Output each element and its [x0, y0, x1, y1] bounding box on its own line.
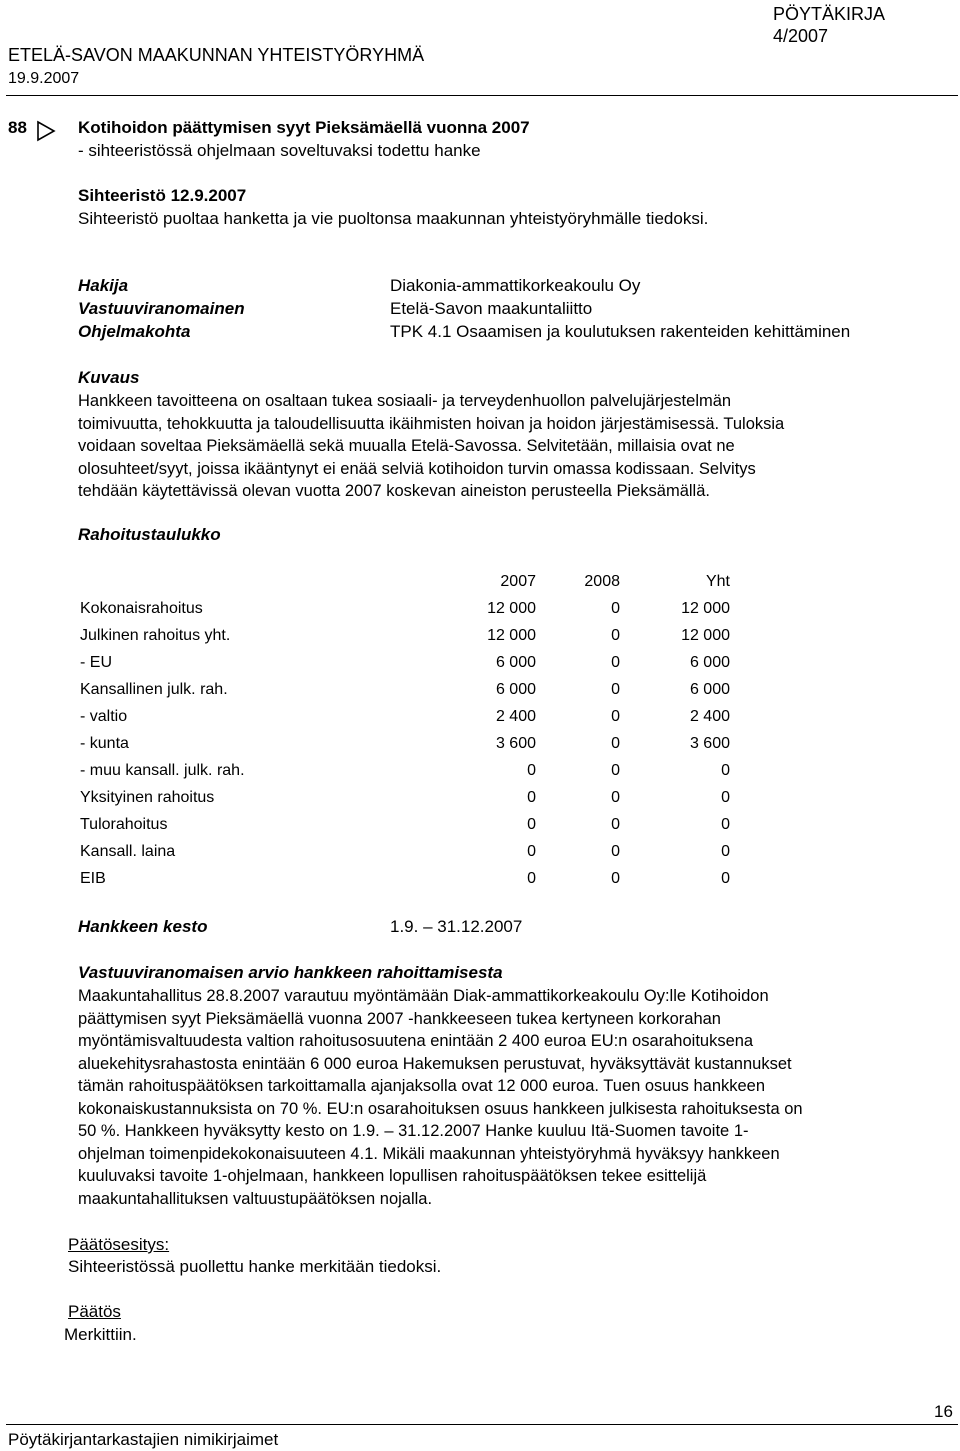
document-type: PÖYTÄKIRJA: [773, 4, 886, 24]
secretariat-heading: Sihteeristö 12.9.2007: [78, 186, 247, 205]
row-label: Tulorahoitus: [80, 816, 168, 833]
description-line: voidaan soveltaa Pieksämäellä sekä muualla Etelä-Savossa. Selvitetään, millaisia ovat ne: [78, 437, 735, 455]
duration-label: Hankkeen kesto: [78, 917, 208, 936]
row-value: 6 000: [689, 654, 730, 671]
row-label: - muu kansall. julk. rah.: [80, 762, 245, 779]
applicant-value: Diakonia-ammattikorkeakoulu Oy: [390, 276, 641, 295]
decision-heading: Päätös: [68, 1302, 121, 1321]
assessment-line: aluekehitysrahastosta enintään 6 000 euroa Hakemuksen perustuvat, hyväksyttävät kustannukset: [78, 1054, 792, 1073]
assessment-line: kuuluvaksi tavoite 1-ohjelmaan, hankkeen lopullisen rahoituspäätöksen tekee esittelijä: [78, 1167, 707, 1185]
row-label: Kansall. laina: [80, 843, 176, 860]
row-label: Kansallinen julk. rah.: [80, 681, 228, 698]
document-number: 4/2007: [773, 26, 829, 46]
page-number: 16: [934, 1402, 953, 1421]
decision-text: Merkittiin.: [64, 1325, 137, 1344]
footer-divider: [6, 1424, 958, 1425]
row-value: 2 400: [495, 708, 536, 725]
row-label: - kunta: [80, 735, 129, 752]
assessment-line: kokonaiskustannuksista on 70 %. EU:n osarahoituksen osuus hankkeen julkisesta rahoituksesta on: [78, 1099, 803, 1118]
assessment-line: Maakuntahallitus 28.8.2007 varautuu myöntämään Diak-ammattikorkeakoulu Oy:lle Kotihoidon: [78, 987, 769, 1005]
row-value: 12 000: [681, 600, 730, 617]
row-label: - valtio: [80, 708, 128, 725]
row-value: 3 600: [495, 735, 536, 752]
row-value: 0: [611, 708, 620, 725]
row-label: EIB: [80, 870, 106, 887]
item-title: Kotihoidon päättymisen syyt Pieksämäellä vuonna 2007: [78, 118, 530, 137]
description-body: [78, 390, 948, 503]
description-line: toimivuutta, tehokkuutta ja taloudellisuutta ikäihmisten hoivan ja hoidon järjestämisessä. Tuloksia: [78, 414, 785, 433]
proposal-text: Sihteeristössä puollettu hanke merkitään tiedoksi.: [68, 1257, 442, 1276]
proposal-heading: Päätösesitys:: [68, 1235, 170, 1254]
secretariat-text: Sihteeristö puoltaa hanketta ja vie puoltonsa maakunnan yhteistyöryhmälle tiedoksi.: [78, 209, 709, 228]
column-header-total: Yht: [705, 573, 730, 590]
row-value: 0: [611, 789, 620, 806]
assessment-heading: Vastuuviranomaisen arvio hankkeen rahoittamisesta: [78, 963, 503, 982]
row-value: 0: [721, 843, 730, 860]
authority-label: Vastuuviranomainen: [78, 299, 245, 318]
row-value: 0: [611, 681, 620, 698]
row-value: 6 000: [495, 654, 536, 671]
row-value: 0: [611, 816, 620, 833]
row-value: 6 000: [689, 681, 730, 698]
row-value: 0: [721, 816, 730, 833]
assessment-line: maakuntahallituksen valtuustupäätöksen nojalla.: [78, 1189, 433, 1208]
description-heading: Kuvaus: [78, 368, 140, 387]
row-value: 0: [527, 762, 536, 779]
description-line: tehdään käytettävissä olevan vuotta 2007 koskevan aineiston perusteella Pieksämällä.: [78, 482, 710, 500]
section-arrow-icon: [36, 120, 58, 142]
row-value: 0: [721, 870, 730, 887]
row-value: 0: [527, 870, 536, 887]
row-value: 0: [611, 870, 620, 887]
authority-value: Etelä-Savon maakuntaliitto: [390, 299, 593, 318]
program-label: Ohjelmakohta: [78, 322, 191, 341]
assessment-line: päättymisen syyt Pieksämäellä vuonna 2007 -hankkeeseen tukea kertyneen korkorahan: [78, 1009, 721, 1028]
row-value: 12 000: [487, 600, 536, 617]
row-value: 0: [611, 762, 620, 779]
row-value: 12 000: [681, 627, 730, 644]
row-value: 0: [527, 843, 536, 860]
organization-name: ETELÄ-SAVON MAAKUNNAN YHTEISTYÖRYHMÄ: [8, 45, 425, 65]
applicant-label: Hakija: [78, 276, 129, 295]
row-label: Kokonaisrahoitus: [80, 600, 203, 617]
row-value: 6 000: [495, 681, 536, 698]
row-value: 0: [611, 654, 620, 671]
column-header-2007: 2007: [500, 573, 536, 590]
description-line: olosuhteet/syyt, joissa ikääntynyt ei enää selviä kotihoidon turvin omassa kodissaan. Selvitys: [78, 459, 756, 478]
item-subtitle: - sihteeristössä ohjelmaan soveltuvaksi todettu hanke: [78, 141, 481, 160]
row-value: 0: [527, 816, 536, 833]
column-header-2008: 2008: [584, 573, 620, 590]
assessment-line: myöntämisvaltuudesta valtion rahoitusosuutena enintään 2 400 euroa EU:n osarahoituksena: [78, 1032, 754, 1050]
row-label: Julkinen rahoitus yht.: [80, 627, 231, 644]
row-value: 3 600: [689, 735, 730, 752]
row-value: 0: [527, 789, 536, 806]
row-value: 0: [721, 762, 730, 779]
header-divider: [6, 95, 958, 96]
row-value: 0: [611, 843, 620, 860]
row-label: - EU: [80, 654, 112, 671]
row-label: Yksityinen rahoitus: [80, 789, 215, 806]
program-value: TPK 4.1 Osaamisen ja koulutuksen rakenteiden kehittäminen: [390, 322, 851, 341]
assessment-line: 50 %. Hankkeen hyväksytty kesto on 1.9. – 31.12.2007 Hanke kuuluu Itä-Suomen tavoite 1-: [78, 1122, 749, 1140]
row-value: 0: [721, 789, 730, 806]
signatures-label: Pöytäkirjantarkastajien nimikirjaimet: [8, 1430, 279, 1449]
row-value: 2 400: [689, 708, 730, 725]
row-value: 12 000: [487, 627, 536, 644]
funding-heading: Rahoitustaulukko: [78, 525, 221, 544]
duration-value: 1.9. – 31.12.2007: [390, 917, 523, 936]
row-value: 0: [611, 600, 620, 617]
assessment-line: ohjelman toimenpidekokonaisuuteen 4.1. Mikäli maakunnan yhteistyöryhmä hyväksyy hankkeen: [78, 1144, 780, 1163]
row-value: 0: [611, 735, 620, 752]
assessment-body: [78, 985, 948, 1210]
description-line: Hankkeen tavoitteena on osaltaan tukea sosiaali- ja terveydenhuollon palvelujärjestelmän: [78, 392, 732, 410]
assessment-line: tämän rahoituspäätöksen tarkoittamalla ajanjaksolla ovat 12 000 euroa. Tuen osuus hankkeen: [78, 1077, 766, 1095]
item-number: 88: [8, 118, 27, 137]
header-date: 19.9.2007: [8, 70, 80, 87]
row-value: 0: [611, 627, 620, 644]
